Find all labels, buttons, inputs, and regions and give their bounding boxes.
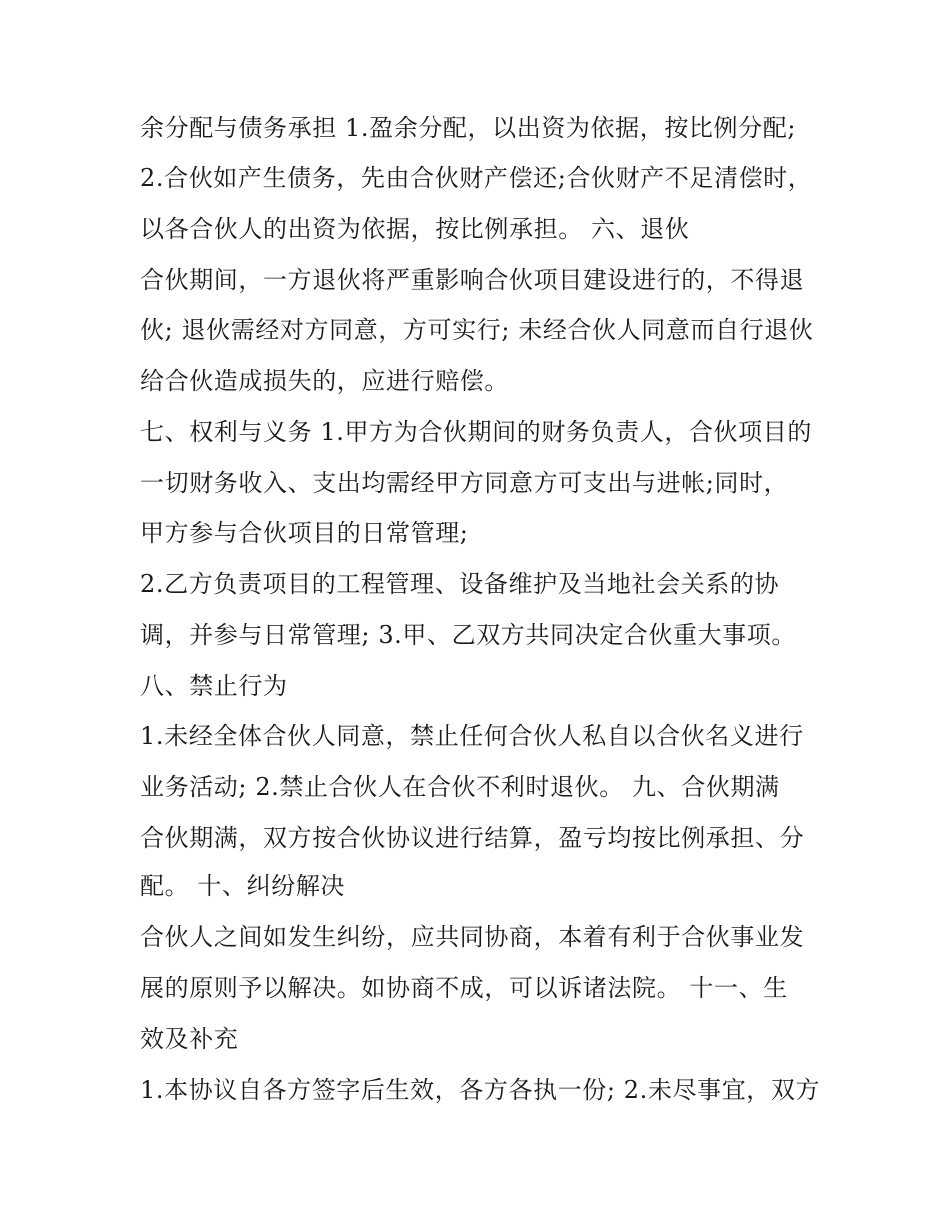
text-line: 1.本协议自各方签字后生效，各方各执一份; 2.未尽事宜，双方 <box>140 1076 821 1104</box>
text-line: 合伙期满，双方按合伙协议进行结算，盈亏均按比例承担、分 <box>140 824 805 852</box>
text-line: 1.未经全体合伙人同意，禁止任何合伙人私自以合伙名义进行 <box>140 722 804 750</box>
text-line: 一切财务收入、支出均需经甲方同意方可支出与进帐;同时， <box>140 469 789 497</box>
text-line: 给合伙造成损失的，应进行赔偿。 <box>140 367 509 395</box>
text-line: 以各合伙人的出资为依据，按比例承担。 六、退伙 <box>140 215 690 243</box>
text-line: 展的原则予以解决。如协商不成，可以诉诸法院。 十一、生 <box>140 974 788 1002</box>
text-line: 合伙人之间如发生纠纷，应共同协商，本着有利于合伙事业发 <box>140 923 805 951</box>
text-line: 合伙期间，一方退伙将严重影响合伙项目建设进行的，不得退 <box>140 266 805 294</box>
text-line: 八、禁止行为 <box>140 672 288 700</box>
text-line: 2.合伙如产生债务，先由合伙财产偿还;合伙财产不足清偿时， <box>140 164 813 192</box>
text-line: 2.乙方负责项目的工程管理、设备维护及当地社会关系的协 <box>140 570 780 598</box>
text-line: 伙; 退伙需经对方同意，方可实行; 未经合伙人同意而自行退伙 <box>140 316 814 344</box>
text-line: 余分配与债务承担 1.盈余分配，以出资为依据，按比例分配; <box>140 114 797 142</box>
text-line: 七、权利与义务 1.甲方为合伙期间的财务负责人，合伙项目的 <box>140 418 812 446</box>
text-line: 甲方参与合伙项目的日常管理; <box>140 519 469 547</box>
text-line: 配。 十、纠纷解决 <box>140 872 346 900</box>
text-line: 调，并参与日常管理; 3.甲、乙双方共同决定合伙重大事项。 <box>140 621 797 649</box>
text-line: 业务活动; 2.禁止合伙人在合伙不利时退伙。 九、合伙期满 <box>140 773 780 801</box>
text-line: 效及补充 <box>140 1025 239 1053</box>
